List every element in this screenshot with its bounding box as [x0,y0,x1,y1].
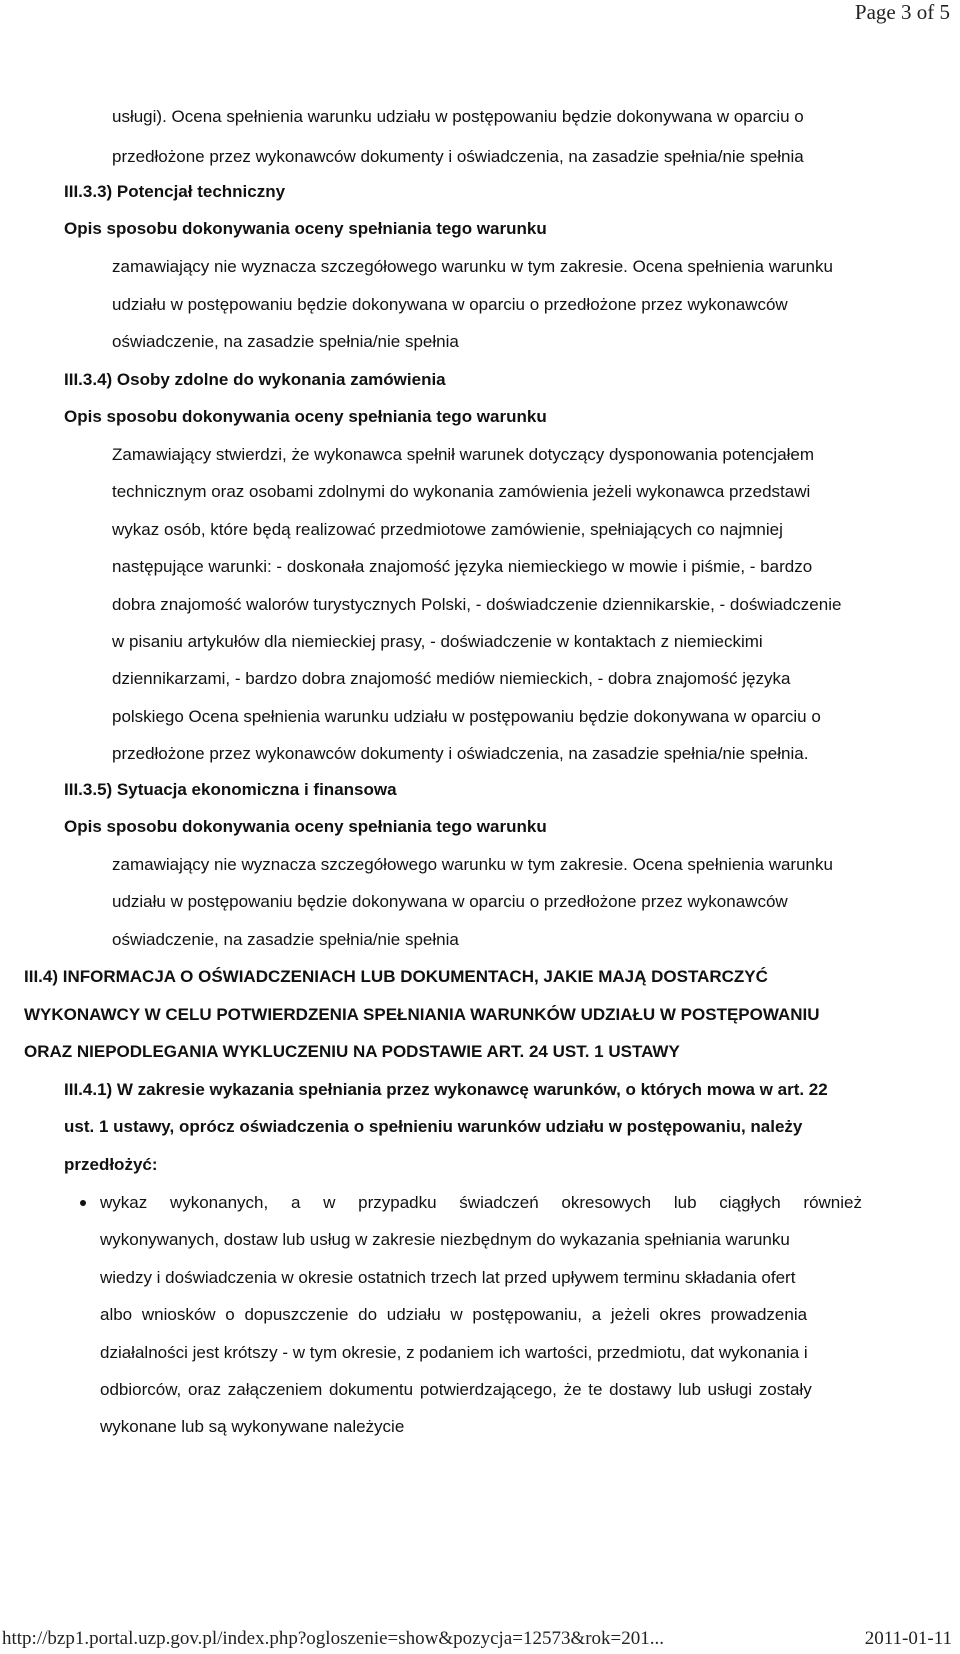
text-line: przedłożone przez wykonawców dokumenty i oświadczenia, na zasadzie spełnia/nie spełnia. [112,744,809,763]
text-line: wykonywanych, dostaw lub usług w zakresie niezbędnym do wykazania spełniania warunku [100,1230,790,1249]
section-heading-3-4-1: przedłożyć: [64,1155,158,1174]
text-line: wykonane lub są wykonywane należycie [100,1417,405,1436]
assessment-heading: Opis sposobu dokonywania oceny spełniania tego warunku [64,407,547,426]
text-line: wykaz wykonanych, a w przypadku świadczeń okresowych lub ciągłych również [100,1193,862,1212]
section-heading-3-4-1: III.4.1) W zakresie wykazania spełniania przez wykonawcę warunków, o których mowa w art. 22 [64,1080,828,1099]
text-line: przedłożone przez wykonawców dokumenty i oświadczenia, na zasadzie spełnia/nie spełnia [112,147,804,166]
text-line: dobra znajomość walorów turystycznych Polski, - doświadczenie dziennikarskie, - doświadczenie [112,595,842,614]
section-heading-3-4-1: ust. 1 ustawy, oprócz oświadczenia o spełnieniu warunków udziału w postępowaniu, należy [64,1117,803,1136]
text-line: działalności jest krótszy - w tym okresie, z podaniem ich wartości, przedmiotu, dat wykonania i [100,1343,808,1362]
text-line: dziennikarzami, - bardzo dobra znajomość mediów niemieckich, - dobra znajomość języka [112,669,791,688]
text-line: zamawiający nie wyznacza szczegółowego warunku w tym zakresie. Ocena spełnienia warunku [112,257,833,276]
text-line: wiedzy i doświadczenia w okresie ostatnich trzech lat przed upływem terminu składania ofert [100,1268,796,1287]
text-line: zamawiający nie wyznacza szczegółowego warunku w tym zakresie. Ocena spełnienia warunku [112,855,833,874]
text-line: oświadczenie, na zasadzie spełnia/nie spełnia [112,332,459,351]
text-line: albo wniosków o dopuszczenie do udziału w postępowaniu, a jeżeli okres prowadzenia [100,1305,808,1324]
text-line: usługi). Ocena spełnienia warunku udziału w postępowaniu będzie dokonywana w oparciu o [112,107,804,126]
section-heading-3-3-3: III.3.3) Potencjał techniczny [64,182,286,201]
bullet-line-justified [100,1191,890,1215]
page-footer [2,1628,952,1650]
page-number: Page 3 of 5 [854,0,950,24]
section-heading-3-4: III.4) INFORMACJA O OŚWIADCZENIACH LUB DOKUMENTACH, JAKIE MAJĄ DOSTARCZYĆ [24,967,768,986]
bullet-icon [80,1200,86,1206]
assessment-heading: Opis sposobu dokonywania oceny spełniania tego warunku [64,219,547,238]
text-line: następujące warunki: - doskonała znajomość języka niemieckiego w mowie i piśmie, - bardzo [112,557,813,576]
text-line: Zamawiający stwierdzi, że wykonawca spełnił warunek dotyczący dysponowania potencjałem [112,445,815,464]
text-line: w pisaniu artykułów dla niemieckiej prasy, - doświadczenie w kontaktach z niemieckimi [112,632,763,651]
print-date: 2011-01-11 [864,1628,952,1649]
section-heading-3-3-5: III.3.5) Sytuacja ekonomiczna i finansowa [64,780,397,799]
section-heading-3-4: ORAZ NIEPODLEGANIA WYKLUCZENIU NA PODSTAWIE ART. 24 UST. 1 USTAWY [24,1042,680,1061]
text-line: oświadczenie, na zasadzie spełnia/nie spełnia [112,930,459,949]
text-line: udziału w postępowaniu będzie dokonywana w oparciu o przedłożone przez wykonawców [112,295,788,314]
assessment-heading: Opis sposobu dokonywania oceny spełniania tego warunku [64,817,547,836]
text-line: polskiego Ocena spełnienia warunku udziału w postępowaniu będzie dokonywana w oparciu o [112,707,821,726]
text-line: odbiorców, oraz załączeniem dokumentu potwierdzającego, że te dostawy lub usługi zostały [100,1380,812,1399]
section-heading-3-3-4: III.3.4) Osoby zdolne do wykonania zamówienia [64,370,446,389]
text-line: wykaz osób, które będą realizować przedmiotowe zamówienie, spełniających co najmniej [112,520,783,539]
source-url: http://bzp1.portal.uzp.gov.pl/index.php?ogloszenie=show&pozycja=12573&rok=201... [2,1628,665,1649]
text-line: technicznym oraz osobami zdolnymi do wykonania zamówienia jeżeli wykonawca przedstawi [112,482,811,501]
text-line: udziału w postępowaniu będzie dokonywana w oparciu o przedłożone przez wykonawców [112,892,788,911]
section-heading-3-4: WYKONAWCY W CELU POTWIERDZENIA SPEŁNIANIA WARUNKÓW UDZIAŁU W POSTĘPOWANIU [24,1005,820,1024]
